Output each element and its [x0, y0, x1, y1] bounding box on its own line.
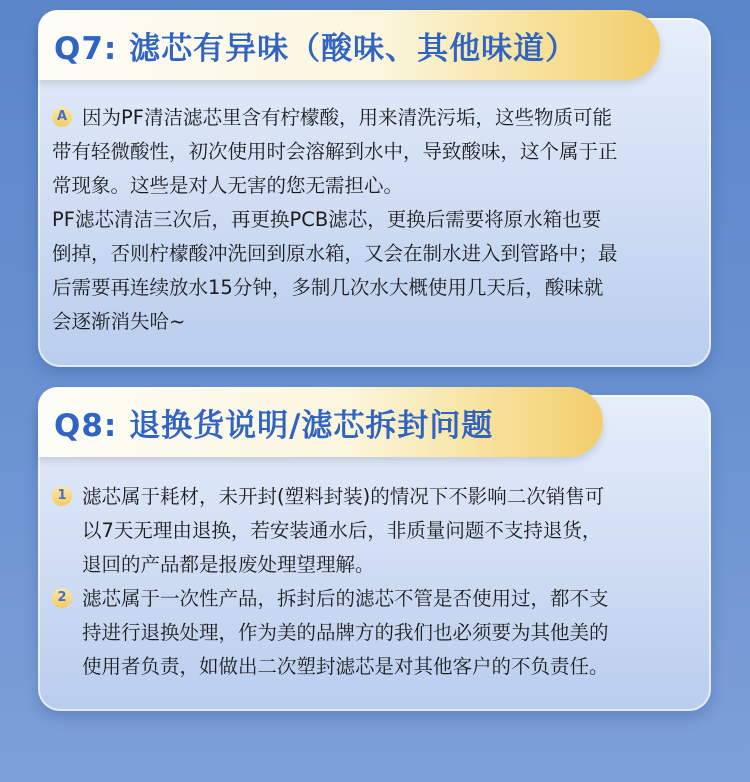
q8-item-2	[52, 582, 689, 684]
number-one-badge-icon: 1	[52, 486, 72, 506]
q8-item-2-line-2: 持进行退换处理，作为美的品牌方的我们也必须要为其他美的	[82, 621, 609, 644]
q7-line-4: PF滤芯清洁三次后，再更换PCB滤芯，更换后需要将原水箱也要	[52, 208, 602, 231]
q8-title: Q8: 退换货说明/滤芯拆封问题	[54, 407, 494, 444]
q7-line-2: 带有轻微酸性，初次使用时会溶解到水中，导致酸味，这个属于正	[52, 140, 618, 163]
q8-item-1	[52, 480, 689, 582]
q7-answer	[52, 101, 689, 339]
q8-item-2-line-3: 使用者负责，如做出二次塑封滤芯是对其他客户的不负责任。	[82, 655, 609, 678]
q8-item-1-line-1: 滤芯属于耗材，未开封(塑料封装)的情况下不影响二次销售可	[82, 485, 605, 508]
q7-line-3: 常现象。这些是对人无害的您无需担心。	[52, 174, 404, 197]
q7-line-5: 倒掉，否则柠檬酸冲洗回到原水箱，又会在制水进入到管路中；最	[52, 242, 618, 265]
q8-title-tab	[38, 387, 603, 457]
q7-line-1: 因为PF清洁滤芯里含有柠檬酸，用来清洗污垢，这些物质可能	[82, 106, 612, 129]
number-two-badge-icon: 2	[52, 588, 72, 608]
q7-answer-para-1	[52, 101, 689, 203]
answer-badge-icon: A	[52, 107, 72, 127]
q7-card	[38, 18, 711, 367]
q8-item-1-line-3: 退回的产品都是报废处理望理解。	[82, 553, 375, 576]
q7-answer-para-2	[52, 203, 689, 339]
q8-item-1-line-2: 以7天无理由退换，若安装通水后，非质量问题不支持退货，	[82, 519, 602, 542]
q8-card	[38, 395, 711, 711]
q7-title: Q7: 滤芯有异味（酸味、其他味道）	[54, 30, 578, 67]
q7-line-7: 会逐渐消失哈~	[52, 310, 186, 333]
q8-item-2-line-1: 滤芯属于一次性产品，拆封后的滤芯不管是否使用过，都不支	[82, 587, 609, 610]
q7-title-tab	[38, 10, 660, 80]
q7-line-6: 后需要再连续放水15分钟，多制几次水大概使用几天后，酸味就	[52, 276, 604, 299]
q8-answer	[52, 480, 689, 684]
